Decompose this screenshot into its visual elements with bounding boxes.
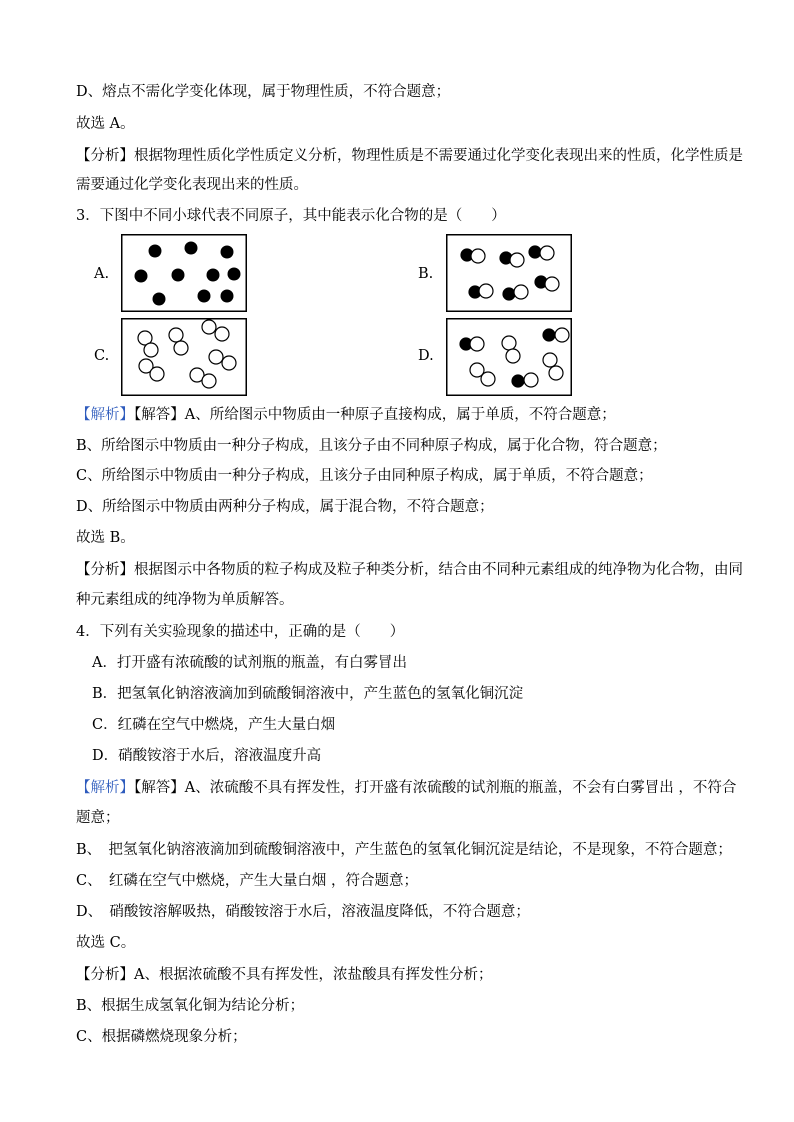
atom-black bbox=[153, 293, 166, 306]
q4-option-b: B．把氢氧化钠溶液滴加到硫酸铜溶液中，产生蓝色的氢氧化铜沉淀 bbox=[92, 686, 524, 702]
q3-option-d-label: D. bbox=[418, 348, 434, 364]
q3-solution-c: C、所给图示中物质由一种分子构成，且该分子由同种原子构成，属于单质，不符合题意； bbox=[76, 468, 653, 484]
q3-analysis-line1 bbox=[76, 560, 743, 580]
solution-text: A、所给图示中物质由一种原子直接构成，属于单质，不符合题意； bbox=[184, 407, 616, 423]
analysis-text: A、根据浓硫酸不具有挥发性，浓盐酸具有挥发性分析； bbox=[134, 967, 493, 983]
q3-figure-a bbox=[121, 234, 247, 312]
atom-black bbox=[198, 290, 211, 303]
molecule-bw bbox=[460, 337, 484, 351]
q4-solution-c: C、 红磷在空气中燃烧，产生大量白烟 ，符合题意； bbox=[76, 873, 418, 889]
q3-answer: 故选 B。 bbox=[76, 530, 135, 546]
molecule-ww bbox=[543, 353, 563, 380]
analysis-tag: 【分析】 bbox=[76, 148, 134, 164]
prev-analysis-line2: 需要通过化学变化表现出来的性质。 bbox=[76, 177, 308, 193]
q4-solution-d: D、 硝酸铵溶解吸热，硝酸铵溶于水后，溶液温度降低，不符合题意； bbox=[76, 904, 530, 920]
molecule-ww bbox=[209, 350, 236, 370]
molecule-bw bbox=[500, 252, 524, 267]
molecule-bw bbox=[503, 285, 528, 300]
atom-black bbox=[172, 269, 185, 282]
atom-black bbox=[207, 269, 220, 282]
q4-analysis-c: C、根据磷燃烧现象分析； bbox=[76, 1029, 247, 1045]
q4-option-a: A．打开盛有浓硫酸的试剂瓶的瓶盖，有白雾冒出 bbox=[92, 655, 407, 671]
atom-black bbox=[185, 242, 198, 255]
jieda-tag: 【解答】 bbox=[134, 407, 185, 423]
molecule-ww bbox=[139, 359, 164, 381]
molecule-ww bbox=[470, 363, 495, 386]
molecule-bw bbox=[535, 276, 559, 291]
molecule-ww bbox=[502, 336, 520, 363]
molecule-ww bbox=[190, 368, 216, 388]
q3-solution-a bbox=[76, 405, 616, 425]
prev-option-d-line: D、熔点不需化学变化体现，属于物理性质，不符合题意； bbox=[76, 84, 451, 100]
q4-solution-a-line2: 题意； bbox=[76, 810, 120, 826]
molecule-ww bbox=[138, 331, 158, 357]
q3-stem: 3．下图中不同小球代表不同原子，其中能表示化合物的是（ ） bbox=[76, 208, 506, 224]
q3-analysis-line2: 种元素组成的纯净物为单质解答。 bbox=[76, 592, 294, 608]
q3-figure-b bbox=[446, 234, 572, 312]
q3-figure-d bbox=[446, 318, 572, 396]
molecule-bw bbox=[469, 284, 493, 298]
analysis-tag: 【分析】 bbox=[76, 562, 134, 578]
molecule-bw bbox=[529, 246, 554, 260]
molecule-bw bbox=[543, 328, 569, 342]
prev-answer: 故选 A。 bbox=[76, 116, 135, 132]
molecule-bw bbox=[461, 249, 485, 263]
atom-black bbox=[135, 270, 148, 283]
molecule-ww bbox=[202, 320, 229, 341]
q4-option-d: D．硝酸铵溶于水后，溶液温度升高 bbox=[92, 748, 322, 764]
jiexi-tag: 【解析】 bbox=[76, 407, 134, 423]
q4-stem: 4．下列有关实验现象的描述中，正确的是（ ） bbox=[76, 624, 405, 640]
q4-solution-b: B、 把氢氧化钠溶液滴加到硫酸铜溶液中，产生蓝色的氢氧化铜沉淀是结论，不是现象，不符合题意； bbox=[76, 842, 732, 858]
molecule-ww bbox=[169, 328, 188, 355]
jieda-tag: 【解答】 bbox=[134, 780, 185, 796]
q4-option-c: C．红磷在空气中燃烧，产生大量白烟 bbox=[92, 717, 336, 733]
atom-black bbox=[221, 290, 234, 303]
q4-analysis-a bbox=[76, 965, 492, 985]
q3-figure-c bbox=[121, 318, 247, 396]
q3-solution-b: B、所给图示中物质由一种分子构成，且该分子由不同种原子构成，属于化合物，符合题意； bbox=[76, 438, 667, 454]
analysis-text: 根据图示中各物质的粒子构成及粒子种类分析，结合由不同种元素组成的纯净物为化合物，由同 bbox=[134, 562, 743, 578]
atom-black bbox=[149, 245, 162, 258]
q4-solution-a-line1 bbox=[76, 778, 736, 798]
analysis-tag: 【分析】 bbox=[76, 967, 134, 983]
analysis-text: 根据物理性质化学性质定义分析，物理性质是不需要通过化学变化表现出来的性质，化学性质是 bbox=[134, 148, 743, 164]
solution-text: A、浓硫酸不具有挥发性，打开盛有浓硫酸的试剂瓶的瓶盖，不会有白雾冒出 ，不符合 bbox=[184, 780, 737, 796]
q4-analysis-b: B、根据生成氢氧化铜为结论分析； bbox=[76, 998, 305, 1014]
molecule-bw bbox=[512, 373, 538, 387]
jiexi-tag: 【解析】 bbox=[76, 780, 134, 796]
prev-analysis-line1 bbox=[76, 146, 743, 166]
q3-option-b-label: B. bbox=[418, 266, 434, 282]
atom-black bbox=[228, 268, 241, 281]
atom-black bbox=[221, 246, 234, 259]
q3-option-c-label: C. bbox=[94, 348, 110, 364]
q3-option-a-label: A. bbox=[94, 266, 110, 282]
q3-solution-d: D、所给图示中物质由两种分子构成，属于混合物，不符合题意； bbox=[76, 499, 494, 515]
q4-answer: 故选 C。 bbox=[76, 935, 136, 951]
